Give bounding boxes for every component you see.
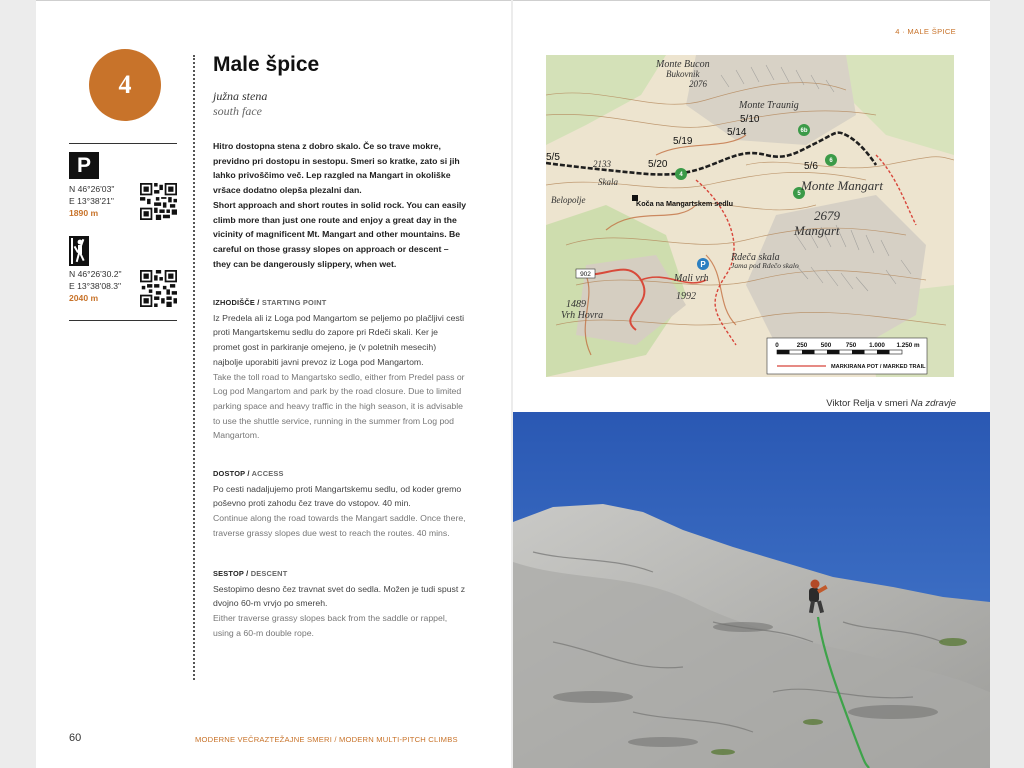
map-label-route-5-20: 5/20 bbox=[648, 159, 668, 170]
map-label-skala: Skala bbox=[598, 177, 618, 187]
starting-point-english: Take the toll road to Mangartsko sedlo, either from Predel pass or Log pod Mangartom and park by the road closure. Due to limited parking space and heavy traffic in the high season, it is advisable to use the shuttle service, running in the summer from Log pod Mangartom. bbox=[213, 371, 465, 441]
map-label-bukovnik: Bukovnik bbox=[666, 69, 700, 79]
map-label-1992: 1992 bbox=[676, 291, 696, 302]
scale-tick-1250: 1.250 m bbox=[896, 342, 920, 349]
intro-slovene: Hitro dostopna stena z dobro skalo. Če so trave mokre, previdno pri dostopu in sestopu. Smeri so kratke, zato si jih lahko privoščimo več. Lep razgled na Mangart in okoliške vršace dodatno olepša plezalni dan. bbox=[213, 141, 460, 196]
divider-rule bbox=[69, 143, 177, 144]
scale-tick-0: 0 bbox=[775, 342, 779, 349]
photo-caption: Viktor Relja v smeri Na zdravje bbox=[826, 398, 956, 409]
map-marker-6: 6 bbox=[829, 158, 833, 164]
map-label-monte-traunig: Monte Traunig bbox=[739, 100, 799, 111]
footer-text: MODERNE VEČRAZTEŽAJNE SMERI / MODERN MULTI-PITCH CLIMBS bbox=[195, 735, 458, 744]
left-page bbox=[36, 0, 511, 768]
divider-rule bbox=[69, 320, 177, 321]
descent-english: Either traverse grassy slopes back from the saddle or rappel, using a 60-m double rope. bbox=[213, 613, 448, 638]
route-subtitle bbox=[213, 89, 267, 119]
scale-tick-500: 500 bbox=[820, 342, 832, 349]
map-label-road-902: 902 bbox=[580, 271, 591, 278]
map-label-2133: 2133 bbox=[593, 159, 611, 169]
map-marker-5: 5 bbox=[797, 191, 801, 197]
start-lon: E 13°38'08.3" bbox=[69, 281, 122, 291]
parking-altitude: 1890 m bbox=[69, 208, 99, 218]
map-label-route-5-14: 5/14 bbox=[727, 127, 747, 138]
map-label-2679: 2679 bbox=[814, 208, 840, 223]
start-lat: N 46°26'30.2" bbox=[69, 269, 122, 279]
descent-heading: SESTOP / DESCENT bbox=[213, 569, 288, 578]
caption-route-name: Na zdravje bbox=[910, 398, 956, 409]
scale-tick-1000: 1.000 bbox=[869, 342, 885, 349]
map-label-monte-mangart: Monte Mangart bbox=[801, 178, 883, 193]
scale-tick-750: 750 bbox=[845, 342, 857, 349]
intro-english: Short approach and short routes in solid rock. You can easily climb more than just one route and enjoy a great day in the vicinity of magnificent Mt. Mangart and other mountains. Be careful on those grassy slopes on approach or descent – they can be dangerously slippery, when wet. bbox=[213, 199, 467, 269]
map-label-rdeca-skala: Rdeča skala bbox=[731, 252, 780, 263]
intro-text bbox=[213, 139, 467, 271]
top-rule bbox=[513, 0, 990, 1]
descent-section bbox=[213, 567, 467, 641]
page-number: 60 bbox=[69, 732, 82, 744]
map-label-route-5-5: 5/5 bbox=[546, 152, 560, 163]
climber-icon bbox=[69, 236, 89, 266]
map-scale-legend bbox=[767, 338, 927, 374]
map-label-mangart: Mangart bbox=[794, 223, 840, 238]
map-label-vrh-hovra: Vrh Hovra bbox=[561, 310, 604, 321]
map-label-route-5-6: 5/6 bbox=[804, 161, 818, 172]
map-label-route-5-19: 5/19 bbox=[673, 136, 693, 147]
access-slovene: Po cesti nadaljujemo proti Mangartskemu sedlu, od koder gremo poševno proti zahodu čez trave do vstopov. 40 min. bbox=[213, 483, 462, 509]
map-label-route-5-10: 5/10 bbox=[740, 114, 760, 125]
map-marker-4: 4 bbox=[679, 172, 683, 178]
access-english: Continue along the road towards the Mangart saddle. Once there, traverse grassy slopes due west to reach the routes. 40 mins. bbox=[213, 513, 466, 538]
map-label-monte-bucon: Monte Bucon bbox=[656, 59, 710, 70]
parking-lon: E 13°38'21" bbox=[69, 196, 114, 206]
route-title: Male špice bbox=[213, 53, 320, 76]
dotted-divider bbox=[193, 55, 195, 680]
access-heading: DOSTOP / ACCESS bbox=[213, 469, 284, 478]
starting-point-slovene: Iz Predela ali iz Loga pod Mangartom se peljemo po plačljivi cesti proti Mangartskemu sedlu do zapore pri Rdeči skali. Ker je promet gost in parkiranje omejeno, je (v poletnih mesecih) najbolje uporabiti javni prevoz iz Loga pod Mangartom. bbox=[213, 312, 465, 367]
parking-lat: N 46°26'03" bbox=[69, 184, 115, 194]
map-label-2076: 2076 bbox=[689, 79, 707, 89]
starting-point-heading: IZHODIŠČE / STARTING POINT bbox=[213, 298, 327, 307]
scale-tick-250: 250 bbox=[796, 342, 808, 349]
route-map bbox=[546, 55, 954, 377]
map-label-jama: Jama pod Rdečo skalo bbox=[731, 261, 799, 270]
map-label-1489: 1489 bbox=[566, 299, 586, 310]
parking-icon: P bbox=[69, 152, 99, 179]
qr-code-icon bbox=[140, 270, 177, 307]
parking-coordinates bbox=[69, 183, 114, 219]
map-parking-marker: P bbox=[700, 260, 706, 269]
map-marker-6b: 6b bbox=[800, 128, 808, 134]
subtitle-slovene: južna stena bbox=[213, 89, 268, 103]
access-section bbox=[213, 467, 467, 541]
map-legend-marked-trail: MARKIRANA POT / MARKED TRAIL bbox=[831, 364, 926, 370]
right-page bbox=[513, 0, 990, 768]
running-head: 4 · MALE ŠPICE bbox=[895, 27, 956, 36]
top-rule bbox=[36, 0, 511, 1]
start-coordinates bbox=[69, 268, 122, 304]
start-altitude: 2040 m bbox=[69, 293, 99, 303]
route-number-badge: 4 bbox=[89, 49, 161, 121]
subtitle-english: south face bbox=[213, 104, 262, 118]
map-label-koca: Koča na Mangartskem sedlu bbox=[636, 199, 734, 208]
qr-code-icon bbox=[140, 183, 177, 220]
starting-point-section bbox=[213, 296, 467, 443]
map-label-mali-vrh: Mali vrh bbox=[674, 273, 709, 284]
descent-slovene: Sestopimo desno čez travnat svet do sedla. Možen je tudi spust z dvojno 60-m vrvjo po smereh. bbox=[213, 583, 466, 609]
map-label-belopolje: Belopolje bbox=[551, 195, 586, 205]
climbing-photo bbox=[513, 412, 990, 768]
